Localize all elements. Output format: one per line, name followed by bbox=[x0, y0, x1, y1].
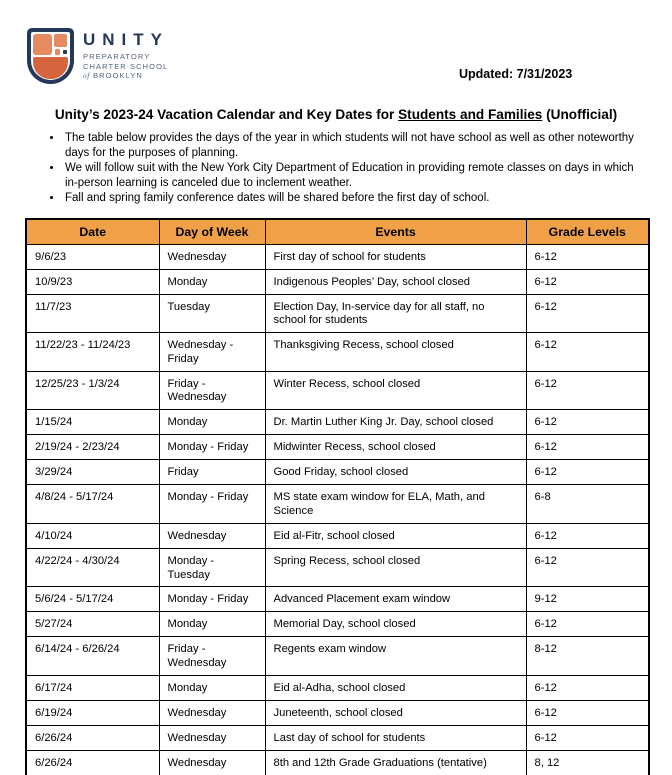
cell-date: 1/15/24 bbox=[26, 410, 159, 435]
logo-square-small bbox=[54, 34, 67, 47]
table-row bbox=[26, 435, 649, 460]
bullet-item: • We will follow suit with the New York City Department of Education in providing remote classes on days in which in-person learning is canceled due to inclement weather. bbox=[63, 161, 646, 191]
logo-dot-salmon bbox=[55, 49, 60, 55]
logo-dot-navy bbox=[63, 50, 67, 54]
cell-event: Memorial Day, school closed bbox=[265, 612, 526, 637]
table-row bbox=[26, 676, 649, 701]
cell-day: Wednesday - Friday bbox=[159, 333, 265, 372]
logo-text-block bbox=[83, 28, 169, 81]
shield-inner bbox=[31, 32, 70, 80]
table-row bbox=[26, 269, 649, 294]
table-header-date: Date bbox=[26, 219, 159, 244]
table-row bbox=[26, 410, 649, 435]
cell-event: Regents exam window bbox=[265, 637, 526, 676]
table-row bbox=[26, 460, 649, 485]
table-row bbox=[26, 548, 649, 587]
cell-day: Monday bbox=[159, 676, 265, 701]
title-pre: Unity’s 2023-24 Vacation Calendar and Key Dates for bbox=[54, 107, 399, 122]
shield-logo-icon bbox=[27, 28, 74, 84]
cell-day: Wednesday bbox=[159, 726, 265, 751]
cell-grades: 6-12 bbox=[526, 676, 649, 701]
table-row bbox=[26, 333, 649, 372]
cell-day: Friday bbox=[159, 460, 265, 485]
calendar-table-container bbox=[25, 218, 650, 775]
cell-grades: 9-12 bbox=[526, 587, 649, 612]
table-row bbox=[26, 726, 649, 751]
cell-date: 11/7/23 bbox=[26, 294, 159, 333]
cell-day: Wednesday bbox=[159, 751, 265, 775]
cell-event: Indigenous Peoples’ Day, school closed bbox=[265, 269, 526, 294]
logo-sub-line1: PREPARATORY bbox=[83, 52, 151, 61]
title-underlined: Students and Families bbox=[398, 107, 543, 122]
logo-square-large bbox=[33, 34, 52, 55]
cell-event: Winter Recess, school closed bbox=[265, 371, 526, 410]
cell-grades: 6-12 bbox=[526, 460, 649, 485]
cell-grades: 6-12 bbox=[526, 371, 649, 410]
cell-day: Monday - Tuesday bbox=[159, 548, 265, 587]
cell-date: 11/22/23 - 11/24/23 bbox=[26, 333, 159, 372]
cell-grades: 6-12 bbox=[526, 523, 649, 548]
bullet-item: • The table below provides the days of the year in which students will not have school as well as other noteworthy days for the purposes of planning. bbox=[63, 131, 646, 161]
cell-date: 6/26/24 bbox=[26, 751, 159, 775]
logo-subtitle bbox=[83, 52, 169, 81]
logo-sub-line3 bbox=[83, 71, 169, 81]
intro-bullets bbox=[44, 131, 646, 206]
cell-event: Eid al-Adha, school closed bbox=[265, 676, 526, 701]
cell-day: Tuesday bbox=[159, 294, 265, 333]
cell-date: 12/25/23 - 1/3/24 bbox=[26, 371, 159, 410]
page-title bbox=[0, 107, 672, 122]
cell-date: 4/22/24 - 4/30/24 bbox=[26, 548, 159, 587]
cell-event: Election Day, In-service day for all staff, no school for students bbox=[265, 294, 526, 333]
cell-grades: 6-12 bbox=[526, 701, 649, 726]
cell-grades: 8-12 bbox=[526, 637, 649, 676]
cell-event: Eid al-Fitr, school closed bbox=[265, 523, 526, 548]
cell-grades: 8, 12 bbox=[526, 751, 649, 775]
table-row bbox=[26, 485, 649, 524]
cell-grades: 6-12 bbox=[526, 548, 649, 587]
cell-day: Monday - Friday bbox=[159, 587, 265, 612]
cell-grades: 6-12 bbox=[526, 269, 649, 294]
bullet-item: • Fall and spring family conference dates will be shared before the first day of school. bbox=[63, 191, 646, 206]
cell-day: Wednesday bbox=[159, 523, 265, 548]
cell-event: Juneteenth, school closed bbox=[265, 701, 526, 726]
cell-event: Dr. Martin Luther King Jr. Day, school closed bbox=[265, 410, 526, 435]
table-header-row bbox=[26, 219, 649, 244]
table-row bbox=[26, 371, 649, 410]
cell-grades: 6-12 bbox=[526, 333, 649, 372]
cell-day: Monday bbox=[159, 612, 265, 637]
cell-grades: 6-12 bbox=[526, 726, 649, 751]
cell-date: 9/6/23 bbox=[26, 244, 159, 269]
calendar-table-body bbox=[26, 244, 649, 775]
logo-sub-line2: CHARTER SCHOOL bbox=[83, 61, 169, 71]
cell-event: Midwinter Recess, school closed bbox=[265, 435, 526, 460]
cell-grades: 6-12 bbox=[526, 410, 649, 435]
cell-event: Thanksgiving Recess, school closed bbox=[265, 333, 526, 372]
calendar-table bbox=[25, 218, 650, 775]
table-row bbox=[26, 244, 649, 269]
cell-day: Friday - Wednesday bbox=[159, 637, 265, 676]
table-header-events: Events bbox=[265, 219, 526, 244]
cell-day: Friday - Wednesday bbox=[159, 371, 265, 410]
cell-date: 4/10/24 bbox=[26, 523, 159, 548]
cell-date: 6/17/24 bbox=[26, 676, 159, 701]
cell-day: Monday bbox=[159, 410, 265, 435]
cell-date: 6/26/24 bbox=[26, 726, 159, 751]
cell-grades: 6-8 bbox=[526, 485, 649, 524]
cell-day: Wednesday bbox=[159, 701, 265, 726]
table-row bbox=[26, 587, 649, 612]
title-post: (Unofficial) bbox=[542, 107, 618, 122]
cell-day: Wednesday bbox=[159, 244, 265, 269]
cell-grades: 6-12 bbox=[526, 244, 649, 269]
logo-half-disc bbox=[33, 57, 68, 79]
table-row bbox=[26, 523, 649, 548]
cell-grades: 6-12 bbox=[526, 294, 649, 333]
updated-date: Updated: 7/31/2023 bbox=[459, 67, 573, 81]
cell-date: 6/19/24 bbox=[26, 701, 159, 726]
cell-event: Spring Recess, school closed bbox=[265, 548, 526, 587]
cell-date: 5/27/24 bbox=[26, 612, 159, 637]
cell-event: Last day of school for students bbox=[265, 726, 526, 751]
cell-day: Monday - Friday bbox=[159, 435, 265, 460]
logo-brooklyn: BROOKLYN bbox=[93, 71, 143, 80]
cell-date: 4/8/24 - 5/17/24 bbox=[26, 485, 159, 524]
table-row bbox=[26, 751, 649, 775]
unity-wordmark: UNITY bbox=[83, 30, 169, 49]
cell-date: 10/9/23 bbox=[26, 269, 159, 294]
logo-of: of bbox=[83, 71, 90, 80]
cell-event: 8th and 12th Grade Graduations (tentative) bbox=[265, 751, 526, 775]
cell-event: Advanced Placement exam window bbox=[265, 587, 526, 612]
table-header-grade-levels: Grade Levels bbox=[526, 219, 649, 244]
cell-date: 3/29/24 bbox=[26, 460, 159, 485]
cell-grades: 6-12 bbox=[526, 435, 649, 460]
cell-event: MS state exam window for ELA, Math, and Science bbox=[265, 485, 526, 524]
table-row bbox=[26, 637, 649, 676]
school-logo bbox=[27, 28, 169, 84]
cell-day: Monday bbox=[159, 269, 265, 294]
table-row bbox=[26, 294, 649, 333]
cell-grades: 6-12 bbox=[526, 612, 649, 637]
cell-date: 5/6/24 - 5/17/24 bbox=[26, 587, 159, 612]
cell-event: Good Friday, school closed bbox=[265, 460, 526, 485]
table-header-day-of-week: Day of Week bbox=[159, 219, 265, 244]
table-row bbox=[26, 612, 649, 637]
cell-date: 2/19/24 - 2/23/24 bbox=[26, 435, 159, 460]
table-row bbox=[26, 701, 649, 726]
cell-event: First day of school for students bbox=[265, 244, 526, 269]
cell-date: 6/14/24 - 6/26/24 bbox=[26, 637, 159, 676]
cell-day: Monday - Friday bbox=[159, 485, 265, 524]
